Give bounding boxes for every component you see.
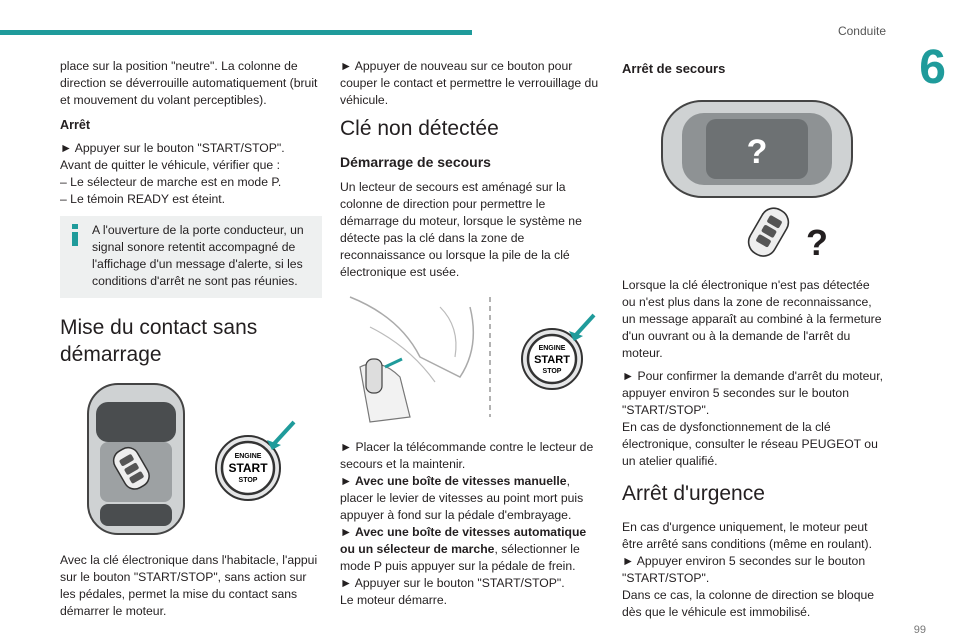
paragraph-backup-reader: Un lecteur de secours est aménagé sur la colonne de direction pour permettre le démarrage du moteur, lorsque le système ne détecte pas la clé dans la zone de reconnaissance ou lorsque la pile de la clé électronique est usée. <box>340 180 582 279</box>
hand-holding-key-icon <box>360 359 410 422</box>
step-press-start-stop: ► Appuyer sur le bouton "START/STOP". <box>60 141 285 155</box>
info-text: A l'ouverture de la porte conducteur, un signal sonore retentit accompagné de l'affichage d'un message d'alerte, si les conditions d'arrêt ne sont pas réunies. <box>92 223 304 288</box>
start-label: START <box>534 354 570 366</box>
car-top-view-icon <box>662 101 852 197</box>
question-mark-key: ? <box>806 222 828 263</box>
question-mark-car: ? <box>746 133 768 171</box>
info-box <box>60 216 322 298</box>
engine-label: ENGINE <box>538 345 566 352</box>
step-press-start-stop-2: ► Appuyer sur le bouton "START/STOP". <box>340 576 565 590</box>
section-title-cle-non-detectee: Clé non détectée <box>340 117 499 140</box>
info-icon <box>68 224 82 246</box>
start-label: START <box>228 461 268 475</box>
paragraph-press-again: ► Appuyer de nouveau sur ce bouton pour couper le contact et permettre le verrouillage du véhicule. <box>340 59 599 107</box>
subheading-demarrage-secours: Démarrage de secours <box>340 154 491 170</box>
key-fob-icon <box>744 203 793 260</box>
subheading-arret: Arrêt <box>60 118 91 132</box>
section-title-mise-du-contact: Mise du contact sans démarrage <box>60 316 258 366</box>
illustration-key-not-detected <box>622 85 884 265</box>
column-1 <box>60 58 322 620</box>
header-accent-bar <box>0 30 472 35</box>
stop-label: STOP <box>542 368 562 375</box>
illustration-key-in-car <box>60 380 322 540</box>
step-automatic-gearbox: ► Avec une boîte de vitesses automatique ou un sélecteur de marche, sélectionner le mode P puis appuyer sur la pédale de frein. <box>340 525 587 573</box>
subheading-arret-de-secours: Arrêt de secours <box>622 61 726 76</box>
column-3 <box>622 58 884 621</box>
paragraph-steering-lock: Dans ce cas, la colonne de direction se bloque dès que le véhicule est immobilisé. <box>622 588 875 619</box>
section-header-title: Conduite <box>837 24 886 38</box>
page-number: 99 <box>913 624 926 636</box>
text-engine-starts: Le moteur démarre. <box>340 593 448 607</box>
step-place-remote: ► Placer la télécommande contre le lecteur de secours et la maintenir. <box>340 440 594 471</box>
step-manual-gearbox: ► Avec une boîte de vitesses manuelle, placer le levier de vitesses au point mort puis appuyer à fond sur la pédale d'embrayage. <box>340 474 584 522</box>
engine-label: ENGINE <box>234 453 262 460</box>
press-arrow-icon <box>267 422 294 450</box>
paragraph-steering-unlock: place sur la position "neutre". La colonne de direction se déverrouille automatiquement (bruit et mouvement du volant perceptibles). <box>60 59 318 107</box>
car-key-start-illustration <box>60 380 322 540</box>
text-before-leaving: Avant de quitter le véhicule, vérifier que : <box>60 158 280 172</box>
key-not-detected-illustration <box>622 85 884 265</box>
paragraph-key-not-detected: Lorsque la clé électronique n'est pas détectée ou n'est plus dans la zone de reconnaissance, un message apparaît au combiné à la fermeture d'un ouvrant ou à la demande de l'arrêt du moteur. <box>622 278 882 360</box>
column-2 <box>340 58 602 609</box>
illustration-backup-reader <box>340 287 602 427</box>
check-ready-off: – Le témoin READY est éteint. <box>60 192 226 206</box>
paragraph-ignition-without-start: Avec la clé électronique dans l'habitacle, l'appui sur le bouton "START/STOP", sans action sur les pédales, permet la mise du contact sans démarrer le moteur. <box>60 553 318 618</box>
backup-reader-illustration <box>340 287 602 427</box>
press-arrow-icon <box>569 315 594 341</box>
check-selector-p: – Le sélecteur de marche est en mode P. <box>60 175 282 189</box>
paragraph-malfunction: En cas de dysfonctionnement de la clé électronique, consulter le réseau PEUGEOT ou un atelier qualifié. <box>622 420 878 468</box>
section-title-arret-urgence: Arrêt d'urgence <box>622 482 765 505</box>
stop-label: STOP <box>238 477 258 484</box>
chapter-number: 6 <box>919 41 946 94</box>
step-press-5-seconds: ► Appuyer environ 5 secondes sur le bouton "START/STOP". <box>622 554 866 585</box>
step-confirm-stop: ► Pour confirmer la demande d'arrêt du moteur, appuyer environ 5 secondes sur le bouton "START/STOP". <box>622 369 883 417</box>
paragraph-emergency: En cas d'urgence uniquement, le moteur peut être arrêté sans conditions (même en roulant). <box>622 520 872 551</box>
